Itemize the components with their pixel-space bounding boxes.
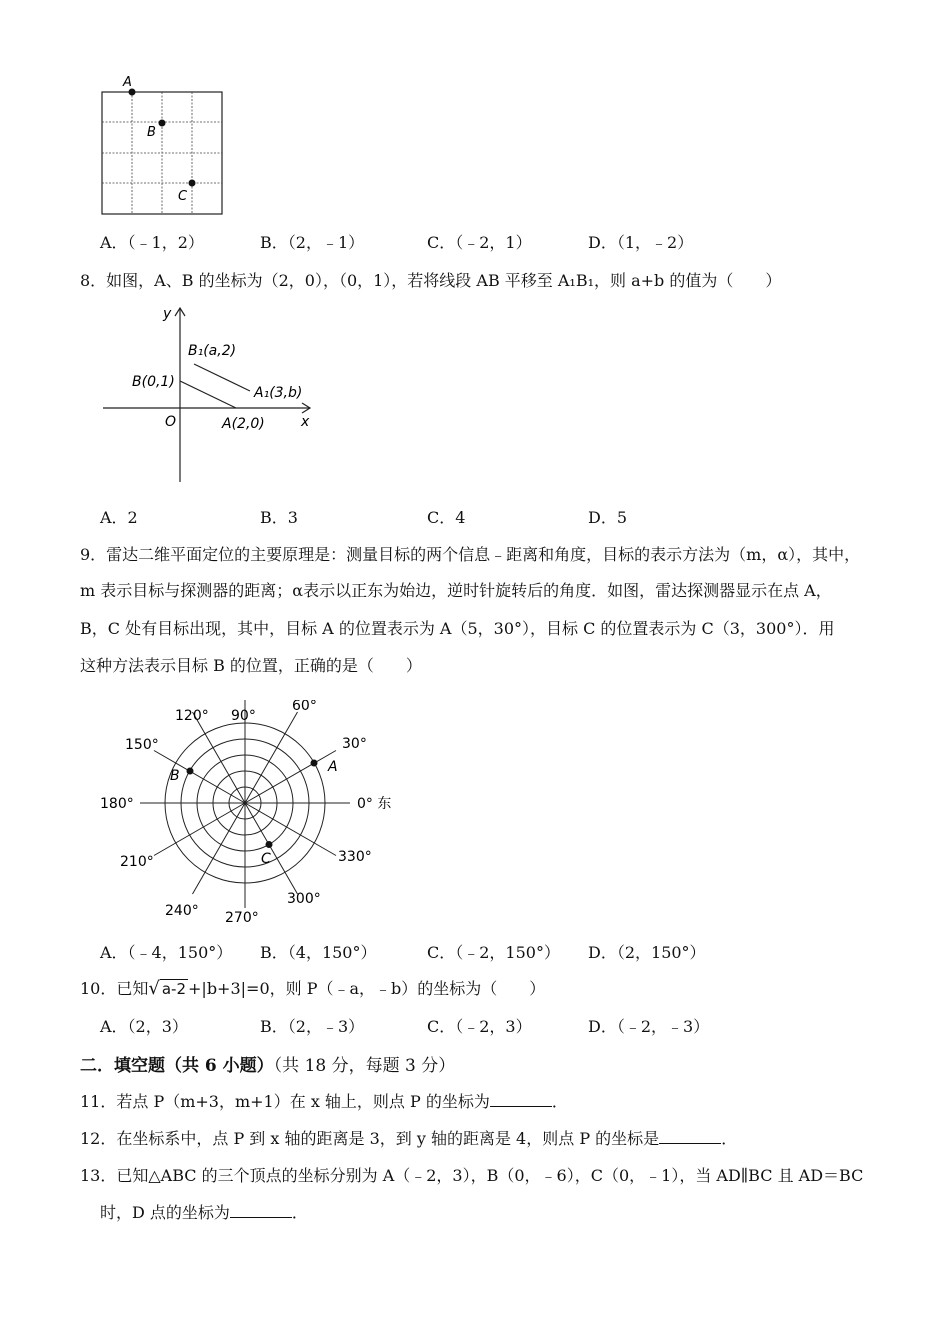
deg-180-label: 180° bbox=[100, 796, 134, 812]
q11-text bbox=[80, 1089, 568, 1112]
q8-option-d[interactable]: D．5 bbox=[588, 508, 628, 527]
radar-point-c bbox=[266, 841, 273, 848]
q8-option-b[interactable]: B．3 bbox=[260, 508, 298, 527]
q10-option-a[interactable]: A．（2，3） bbox=[100, 1017, 188, 1036]
deg-0-label: 0° 东 bbox=[357, 796, 392, 812]
label-b1-point: B₁(a,2) bbox=[188, 343, 237, 359]
deg-30-label: 30° bbox=[342, 736, 367, 752]
radar-point-a bbox=[311, 760, 318, 767]
q13-question-end: 时，D 点的坐标为 bbox=[100, 1203, 230, 1222]
radar-rays bbox=[140, 700, 350, 908]
q13-answer-blank[interactable] bbox=[230, 1203, 292, 1218]
grid-lines bbox=[102, 92, 222, 214]
label-a1-point: A₁(3,b) bbox=[254, 385, 303, 401]
label-a: A bbox=[123, 75, 132, 90]
q13-line-1: 13．已知△ABC 的三个顶点的坐标分别为 A（﹣2，3），B（0，﹣6），C（0，﹣1），当 AD∥BC 且 AD＝BC bbox=[80, 1166, 864, 1185]
deg-60-label: 60° bbox=[292, 700, 317, 714]
q8-option-a[interactable]: A．2 bbox=[100, 508, 138, 527]
q10-radicand: a-2 bbox=[161, 980, 187, 998]
radar-point-b bbox=[187, 768, 194, 775]
deg-90-label: 90° bbox=[231, 708, 256, 724]
point-b bbox=[159, 120, 166, 127]
origin-label: O bbox=[165, 414, 177, 430]
q11-question: 11．若点 P（m+3，m+1）在 x 轴上，则点 P 的坐标为 bbox=[80, 1092, 490, 1111]
section-2-heading bbox=[80, 1051, 455, 1076]
q13-line-2 bbox=[100, 1200, 308, 1223]
q9-line-3: B，C 处有目标出现，其中，目标 A 的位置表示为 A（5，30°），目标 C 的位置表示为 C（3，300°）．用 bbox=[80, 619, 835, 638]
q9-line-1: 9．雷达二维平面定位的主要原理是：测量目标的两个信息﹣距离和角度，目标的表示方法为（m，α），其中， bbox=[80, 545, 861, 564]
q9-option-d[interactable]: D．（2，150°） bbox=[588, 943, 706, 962]
deg-210-label: 210° bbox=[120, 854, 154, 870]
deg-240-label: 240° bbox=[165, 903, 199, 919]
label-b-point: B(0,1) bbox=[132, 374, 175, 390]
radar-label-a: A bbox=[328, 759, 338, 775]
q7-option-c[interactable]: C．（﹣2，1） bbox=[427, 233, 532, 252]
q10-option-c[interactable]: C．（﹣2，3） bbox=[427, 1017, 532, 1036]
q10-option-b[interactable]: B．（2，﹣3） bbox=[260, 1017, 365, 1036]
label-a-point: A(2,0) bbox=[222, 416, 265, 432]
q8-text: 8．如图，A、B 的坐标为（2，0），（0，1），若将线段 AB 平移至 A₁B₁，则 a+b 的值为（ ） bbox=[80, 271, 782, 290]
q10-suffix: +|b+3|=0，则 P（﹣a，﹣b）的坐标为（ ） bbox=[188, 979, 546, 998]
q10-text bbox=[80, 976, 545, 999]
deg-150-label: 150° bbox=[125, 737, 159, 753]
q9-option-b[interactable]: B．（4，150°） bbox=[260, 943, 377, 962]
q8-option-c[interactable]: C．4 bbox=[427, 508, 466, 527]
q10-prefix: 10．已知 bbox=[80, 979, 149, 998]
radar-label-c: C bbox=[261, 851, 271, 867]
q8-coordinate-figure bbox=[98, 300, 328, 490]
segment-a1b1 bbox=[194, 364, 250, 391]
section-2-title: 二．填空题（共 6 小题） bbox=[80, 1056, 274, 1076]
label-b: B bbox=[147, 125, 156, 140]
deg-300-label: 300° bbox=[287, 891, 321, 907]
q9-line-2: m 表示目标与探测器的距离；α表示以正东为始边，逆时针旋转后的角度．如图，雷达探测器显示在点 A， bbox=[80, 581, 832, 600]
deg-120-label: 120° bbox=[175, 708, 209, 724]
section-2-score: （共 18 分，每题 3 分） bbox=[273, 1056, 456, 1076]
q10-option-d[interactable]: D．（﹣2，﹣3） bbox=[588, 1017, 710, 1036]
q12-text bbox=[80, 1126, 737, 1149]
deg-270-label: 270° bbox=[225, 910, 259, 926]
q7-option-a[interactable]: A．（﹣1，2） bbox=[100, 233, 204, 252]
sqrt-symbol-icon: √ bbox=[148, 978, 160, 999]
segment-ab bbox=[180, 381, 236, 408]
deg-330-label: 330° bbox=[338, 849, 372, 865]
q9-line-4: 这种方法表示目标 B 的位置，正确的是（ ） bbox=[80, 656, 422, 675]
q11-end: ． bbox=[551, 1092, 568, 1111]
x-label: x bbox=[301, 414, 310, 430]
q7-option-d[interactable]: D．（1，﹣2） bbox=[588, 233, 694, 252]
q12-end: ． bbox=[721, 1129, 738, 1148]
q7-grid-figure bbox=[95, 72, 230, 222]
q12-answer-blank[interactable] bbox=[659, 1129, 721, 1144]
q12-question: 12．在坐标系中，点 P 到 x 轴的距离是 3，到 y 轴的距离是 4，则点 P 的坐标是 bbox=[80, 1129, 660, 1148]
q9-radar-figure bbox=[95, 700, 415, 932]
label-c: C bbox=[178, 189, 188, 204]
point-c bbox=[189, 180, 196, 187]
q9-option-a[interactable]: A．（﹣4，150°） bbox=[100, 943, 233, 962]
q13-end: ． bbox=[291, 1203, 308, 1222]
q11-answer-blank[interactable] bbox=[490, 1092, 552, 1107]
q9-option-c[interactable]: C．（﹣2，150°） bbox=[427, 943, 560, 962]
q7-option-b[interactable]: B．（2，﹣1） bbox=[260, 233, 365, 252]
y-label: y bbox=[163, 306, 172, 322]
radar-label-b: B bbox=[170, 768, 180, 784]
